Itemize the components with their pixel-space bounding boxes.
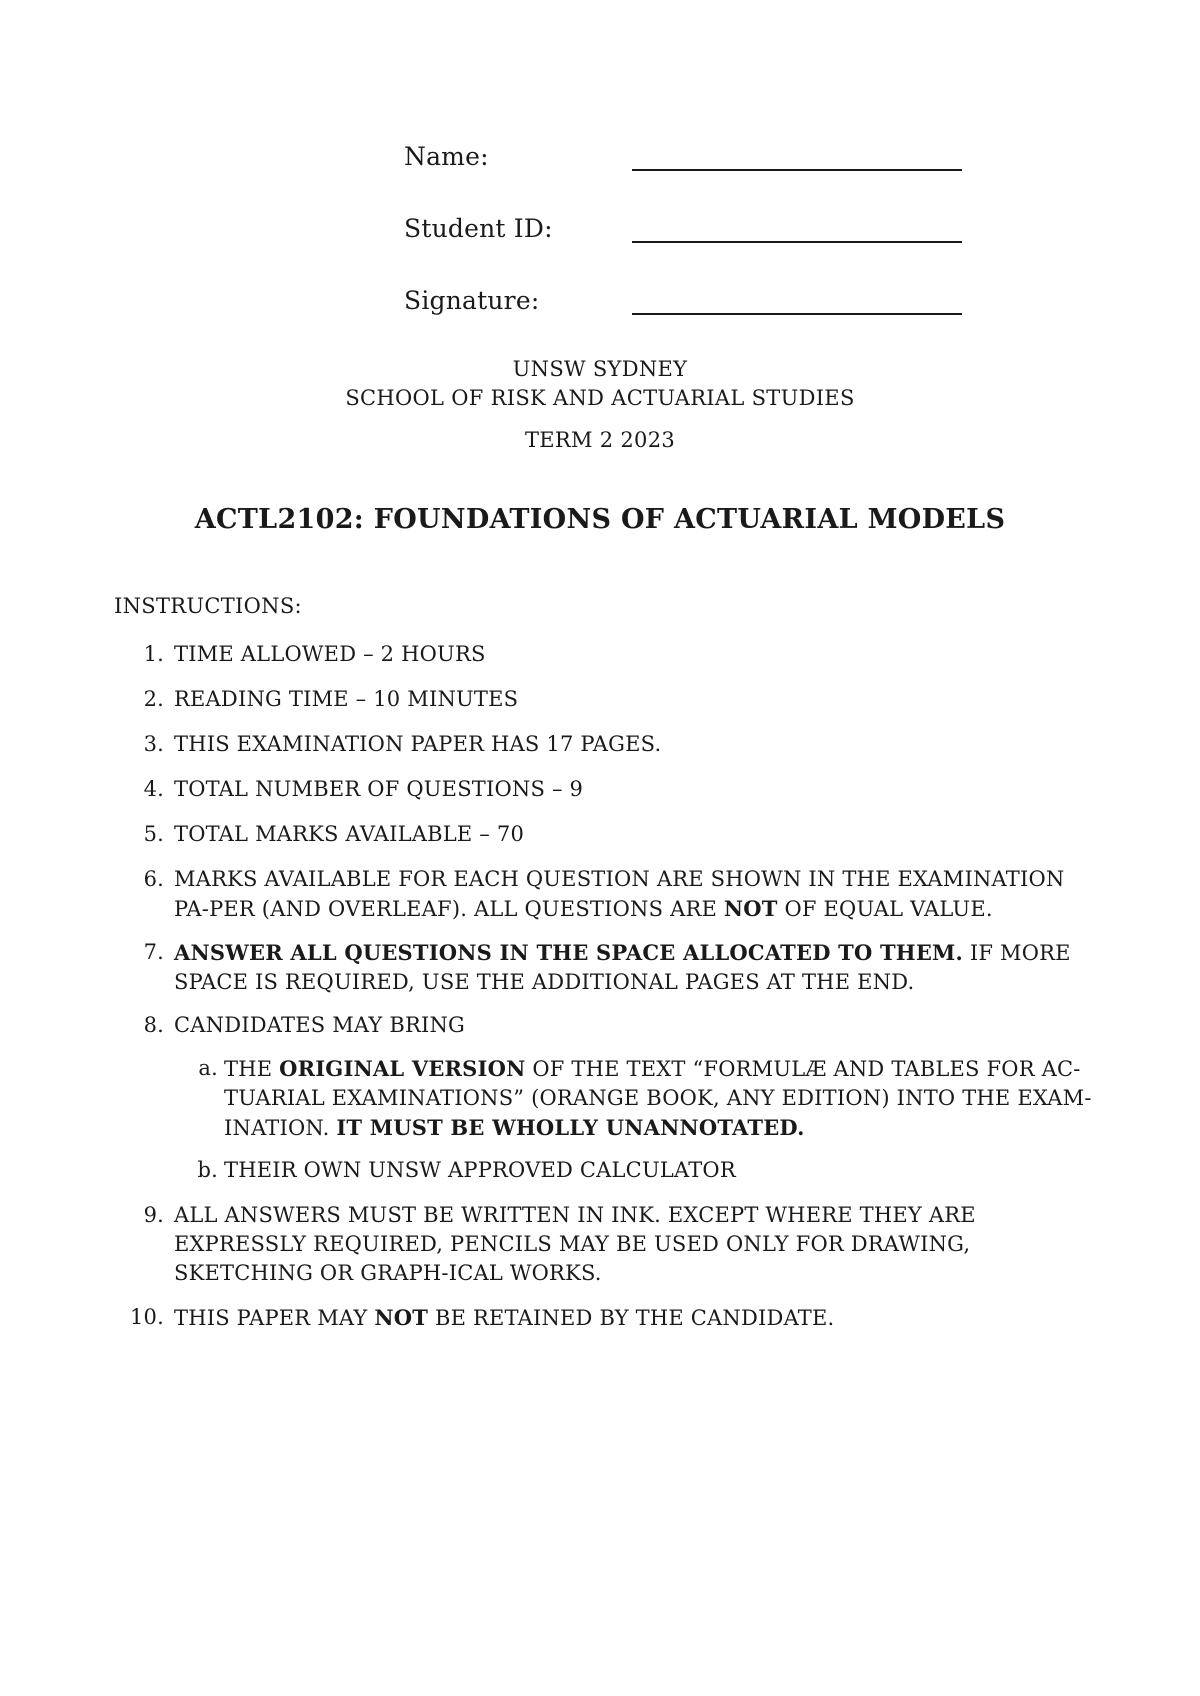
instruction-text: ALL ANSWERS MUST BE WRITTEN IN INK. EXCEPT WHERE THEY ARE EXPRESSLY REQUIRED, PENCILS MAY BE USED ONLY FOR DRAWING, SKETCHING OR GRAPH-ICAL WORKS.	[174, 1203, 976, 1285]
instruction-number: 1.	[143, 642, 164, 666]
signature-blank-line[interactable]	[632, 313, 962, 315]
student-id-blank-line[interactable]	[632, 241, 962, 243]
instruction-text: TIME ALLOWED – 2 HOURS	[174, 642, 486, 666]
student-id-label: Student ID:	[404, 214, 553, 243]
name-label: Name:	[404, 142, 489, 171]
instruction-number: 9.	[143, 1203, 164, 1227]
instruction-text: MARKS AVAILABLE FOR EACH QUESTION ARE SHOWN IN THE EXAMINATION PA-PER (AND OVERLEAF). ALL QUESTIONS ARE	[174, 867, 1065, 921]
instruction-number: 5.	[143, 822, 164, 846]
sub-item-letter: a.	[198, 1056, 218, 1080]
sub-item-emphasis: IT MUST BE WHOLLY UNANNOTATED.	[336, 1115, 805, 1140]
instruction-item	[143, 640, 1094, 669]
instruction-number: 8.	[143, 1013, 164, 1037]
signature-label: Signature:	[404, 286, 540, 315]
signature-field	[404, 281, 962, 321]
sub-item-emphasis: ORIGINAL VERSION	[279, 1056, 526, 1081]
instruction-emphasis: NOT	[374, 1305, 429, 1330]
instruction-number: 6.	[143, 867, 164, 891]
instruction-text: OF EQUAL VALUE.	[777, 897, 993, 921]
instruction-number: 10.	[130, 1305, 164, 1329]
instruction-number: 2.	[143, 687, 164, 711]
sub-item-text: THEIR OWN UNSW APPROVED CALCULATOR	[224, 1158, 736, 1182]
sub-item	[197, 1156, 1094, 1185]
sub-item-letter: b.	[197, 1158, 218, 1182]
student-id-field	[404, 209, 962, 249]
instruction-item	[130, 1303, 1094, 1333]
instruction-item	[143, 1011, 1094, 1040]
name-blank-line[interactable]	[632, 169, 962, 171]
instruction-number: 3.	[143, 732, 164, 756]
instructions-heading: INSTRUCTIONS:	[114, 594, 302, 618]
instruction-item	[143, 1201, 1094, 1288]
university-name: UNSW SYDNEY	[512, 357, 688, 381]
instruction-item	[143, 685, 1094, 714]
sub-item-text: OF THE TEXT “FORMULÆ AND TABLES FOR AC-TUARIAL EXAMINATIONS” (ORANGE BOOK, ANY EDITION) INTO THE EXAM-INATION.	[224, 1057, 1092, 1140]
name-field	[404, 137, 962, 177]
course-title: ACTL2102: FOUNDATIONS OF ACTUARIAL MODELS	[194, 504, 1006, 535]
sub-item-text: THE	[224, 1057, 280, 1081]
instruction-text: THIS PAPER MAY	[174, 1306, 375, 1330]
instruction-number: 4.	[143, 777, 164, 801]
instruction-emphasis: ANSWER ALL QUESTIONS IN THE SPACE ALLOCATED TO THEM.	[174, 940, 963, 965]
instruction-text: THIS EXAMINATION PAPER HAS 17 PAGES.	[174, 732, 662, 756]
instruction-item	[143, 730, 1094, 759]
instruction-item	[143, 775, 1094, 804]
instruction-number: 7.	[143, 940, 164, 964]
sub-item	[198, 1054, 1094, 1143]
instruction-text: TOTAL MARKS AVAILABLE – 70	[174, 822, 525, 846]
instruction-item	[143, 938, 1094, 997]
instruction-item	[143, 865, 1094, 924]
term-label: TERM 2 2023	[524, 428, 676, 452]
instruction-text: BE RETAINED BY THE CANDIDATE.	[428, 1306, 835, 1330]
instruction-emphasis: NOT	[723, 896, 778, 921]
instruction-text: CANDIDATES MAY BRING	[174, 1013, 466, 1037]
instruction-item	[143, 820, 1094, 849]
instruction-text: READING TIME – 10 MINUTES	[174, 687, 519, 711]
school-name: SCHOOL OF RISK AND ACTUARIAL STUDIES	[345, 386, 855, 410]
instruction-text: IF MORE SPACE IS REQUIRED, USE THE ADDITIONAL PAGES AT THE END.	[174, 941, 1071, 994]
instruction-text: TOTAL NUMBER OF QUESTIONS – 9	[174, 777, 584, 801]
